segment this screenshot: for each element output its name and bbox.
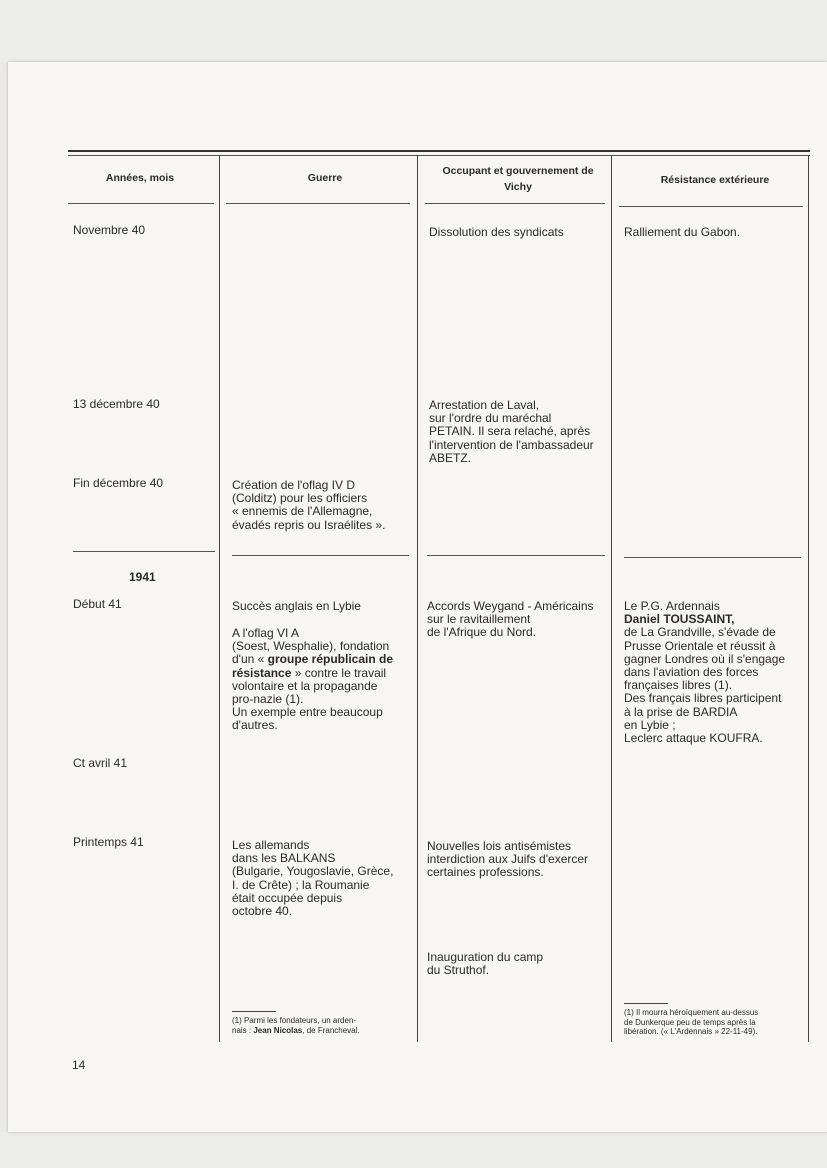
header-war: Guerre — [307, 172, 343, 184]
date-fin-decembre-40: Fin décembre 40 — [73, 476, 164, 490]
section-rule-occupant — [427, 555, 605, 556]
header-rule-occupant — [425, 203, 605, 204]
column-divider-1 — [219, 155, 220, 1042]
war-colditz: Création de l'oflag IV D (Colditz) pour les officiers « ennemis de l'Allemagne, évadés repris ou Israélites ». — [232, 478, 386, 532]
resistance-pg-line: Le P.G. Ardennais — [624, 599, 720, 613]
war-oflag-group: groupe républicain de résistance — [232, 652, 394, 680]
occupant-struthof: Inauguration du camp du Struthof. — [427, 950, 544, 978]
table-top-rule — [68, 150, 810, 152]
date-novembre-40: Novembre 40 — [73, 223, 146, 237]
footnote-war-rest: , de Francheval. — [302, 1025, 360, 1035]
footnote-resistance: (1) Il mourra héroïquement au-dessus de Dunkerque peu de temps après la libération. (« L'Ardennais » 22-11-49). — [624, 1008, 759, 1036]
occupant-laval: Arrestation de Laval, sur l'ordre du maréchal PETAIN. Il sera relaché, après l'intervention de l'ambassadeur ABETZ. — [429, 398, 594, 465]
resistance-toussaint — [624, 600, 802, 745]
header-rule-years — [68, 203, 214, 204]
resistance-toussaint-body: de La Grandville, s'évade de Prusse Orientale et réussit à gagner Londres où il s'engage dans l'aviation des forces françaises libres (1). Des français libres participent à la prise de BARDIA en Lybie ; Leclerc attaque KOUFRA. — [624, 625, 786, 746]
war-lybie: Succès anglais en Lybie — [232, 599, 361, 613]
header-rule-war — [226, 203, 410, 204]
war-balkans: Les allemands dans les BALKANS (Bulgarie, Yougoslavie, Grèce, I. de Crête) ; la Roumanie était occupée depuis octobre 40. — [232, 838, 394, 919]
occupant-weygand: Accords Weygand - Américains sur le ravitaillement de l'Afrique du Nord. — [427, 599, 594, 640]
column-divider-2 — [417, 155, 418, 1042]
column-divider-3 — [611, 155, 612, 1042]
page-number: 14 — [72, 1058, 86, 1072]
header-rule-resistance — [619, 206, 803, 207]
header-occupant: Occupant et gouvernement de Vichy — [442, 165, 594, 193]
war-oflag-rest: » contre le travail volontaire et la propagande pro-nazie (1). Un exemple entre beaucoup d'autres. — [232, 665, 387, 733]
section-rule-war — [232, 555, 409, 556]
section-rule-years — [73, 551, 215, 552]
resistance-gabon: Ralliement du Gabon. — [624, 225, 741, 239]
resistance-toussaint-name: Daniel TOUSSAINT, — [624, 612, 735, 627]
header-resistance: Résistance extérieure — [660, 174, 770, 186]
occupant-lois: Nouvelles lois antisémistes interdiction aux Juifs d'exercer certaines professions. — [427, 839, 589, 880]
footnote-war — [232, 1016, 410, 1035]
occupant-syndicats: Dissolution des syndicats — [429, 225, 564, 239]
scan-border-bottom — [0, 1132, 827, 1168]
date-avril-41: Ct avril 41 — [73, 756, 128, 770]
section-rule-resistance — [624, 557, 801, 558]
date-13-decembre-40: 13 décembre 40 — [73, 397, 160, 411]
date-printemps-41: Printemps 41 — [73, 835, 144, 849]
table-top-rule-thin — [68, 155, 810, 156]
header-years: Années, mois — [105, 172, 175, 184]
year-1941: 1941 — [129, 570, 156, 584]
footnote-war-intro: (1) Parmi les fondateurs, un arden- nais : — [232, 1016, 357, 1035]
footnote-war-name: Jean Nicolas — [253, 1025, 303, 1035]
war-oflag — [232, 627, 410, 733]
date-debut-41: Début 41 — [73, 597, 122, 611]
column-divider-4 — [808, 155, 809, 1042]
scan-border-top — [0, 0, 827, 62]
footnote-rule-war — [232, 1011, 276, 1012]
war-oflag-intro: A l'oflag VI A (Soest, Wesphalie), fondation d'un « — [232, 626, 390, 667]
footnote-rule-resistance — [624, 1003, 668, 1004]
